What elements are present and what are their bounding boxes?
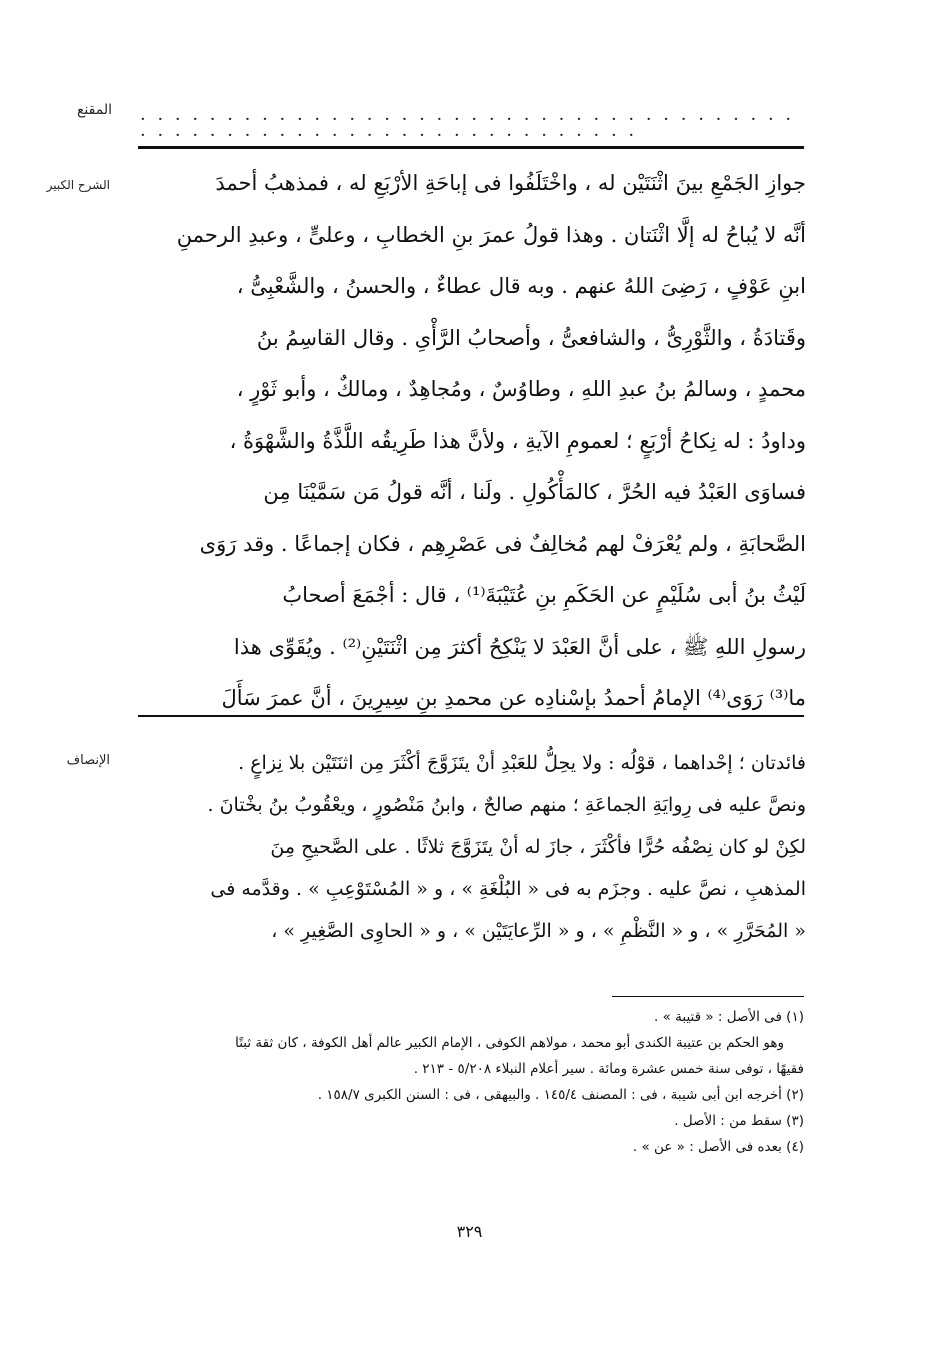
text-line: محمدٍ ، وسالمُ بنُ عبدِ اللهِ ، وطاوُسٌ ، ومُجاهِدٌ ، ومالكٌ ، وأبو ثَوْرٍ ، bbox=[236, 377, 806, 401]
footnote-rule bbox=[612, 996, 804, 997]
text-line: ونصَّ عليه فى رِوايَةِ الجماعَةِ ؛ منهم صالحٌ ، وابنُ مَنْصُورٍ ، ويعْقُوبُ بنُ بخْتانَ . bbox=[207, 794, 806, 816]
header-rule bbox=[138, 146, 804, 149]
text-line: الصَّحابَةِ ، ولم يُعْرَفْ لهم مُخالِفٌ فى عَصْرِهِم ، فكان إجماعًا . وقد رَوَى bbox=[199, 531, 806, 556]
text-line: « المُحَرَّرِ » ، و « النَّظْمِ » ، و « الرِّعايَتَيْن » ، و « الحاوِى الصَّغِيرِ » ، bbox=[271, 920, 806, 942]
page-number: ٣٢٩ bbox=[456, 1222, 483, 1241]
book-title-label: المقنع bbox=[76, 102, 112, 118]
section-divider bbox=[138, 715, 804, 717]
insaf-section-label: الإنصاف bbox=[66, 753, 110, 768]
footnote-line: وهو الحكم بن عتيبة الكندى أبو محمد ، مولاهم الكوفى ، الإمام الكبير عالم أهل الكوفة ، كان ثقة ثبتًا bbox=[235, 1035, 784, 1051]
text-line: لكِنْ لو كان نِصْفُه حُرًّا فأكْثَرَ ، جازَ له أنْ يتَزَوَّجَ ثلاثًا . على الصَّحيحِ مِنَ bbox=[270, 836, 806, 858]
footnote-line: (٤) بعده فى الأصل : « عن » . bbox=[632, 1139, 804, 1155]
footnote-line: (١) فى الأصل : « قتيبة » . bbox=[654, 1009, 804, 1025]
sharh-section-label: الشرح الكبير bbox=[46, 178, 110, 192]
header-dotted-line: · · · · · · · · · · · · · · · · · · · · · · · · · · · · · · · · · · · · · · · · · · · · · · · · · · · · · · · · · · · · · · · · · · · bbox=[140, 109, 795, 146]
text-line: المذهبِ ، نصَّ عليه . وجزَم به فى « البُلْغَةِ » ، و « المُسْتَوْعِبِ » . وقدَّمه فى bbox=[210, 878, 806, 900]
text-line: جوازِ الجَمْعِ بينَ اثْنَتَيْن له ، واخْتَلَفُوا فى إباحَةِ الأرْبَعِ له ، فمذهبُ أحمدَ bbox=[215, 171, 806, 195]
footnotes-block bbox=[128, 1004, 804, 1160]
text-line: وداودُ : له نِكاحُ أرْبَعٍ ؛ لعمومِ الآيةِ ، ولأنَّ هذا طَرِيقُه اللَّذَّةُ والشَّهْوَةُ ، bbox=[229, 428, 806, 453]
text-line: أنَّه لا يُباحُ له إلَّا اثْنَتان . وهذا قولُ عمرَ بنِ الخطابِ ، وعلىٍّ ، وعبدِ الرحمنِ bbox=[176, 222, 806, 247]
text-line: ما⁽³⁾ رَوَى⁽⁴⁾ الإمامُ أحمدُ بإسْنادِه عن محمدِ بنِ سِيرِينَ ، أنَّ عمرَ سَأَلَ bbox=[221, 686, 806, 710]
footnote-line: (٢) أخرجه ابن أبى شيبة ، فى : المصنف ١٤٥/٤ . والبيهقى ، فى : السنن الكبرى ١٥٨/٧ . bbox=[317, 1087, 804, 1103]
text-line: لَيْثُ بنُ أبى سُلَيْمٍ عن الحَكَمِ بنِ عُتَيْبَةَ⁽¹⁾ ، قال : أجْمَعَ أصحابُ bbox=[282, 583, 806, 607]
text-line: فائدتان ؛ إحْداهما ، قوْلُه : ولا يحِلُّ للعَبْدِ أنْ يتَزَوَّجَ أكْثَرَ مِن اثنَتَيْن بلا نِزاعٍ . bbox=[238, 752, 806, 774]
sharh-text-block bbox=[128, 158, 806, 725]
text-line: رسولِ اللهِ ﷺ ، على أنَّ العَبْدَ لا يَنْكِحُ أكثرَ مِن اثْنَتَيْنِ⁽²⁾ . ويُقَوِّى هذا bbox=[233, 634, 806, 659]
insaf-text-block bbox=[128, 742, 806, 952]
text-line: ابنِ عَوْفٍ ، رَضِىَ اللهُ عنهم . وبه قال عطاءٌ ، والحسنُ ، والشَّعْبِىُّ ، bbox=[236, 274, 806, 298]
footnote-line: فقيهًا ، توفى سنة خمس عشرة ومائة . سير أعلام النبلاء ٥/٢٠٨ - ٢١٣ . bbox=[413, 1061, 804, 1077]
footnote-line: (٣) سقط من : الأصل . bbox=[674, 1113, 804, 1129]
text-line: فساوَى العَبْدُ فيه الحُرَّ ، كالمَأْكُولِ . ولَنا ، أنَّه قولُ مَن سَمَّيْنَا مِن bbox=[263, 480, 806, 504]
text-line: وقَتادَةُ ، والثَّوْرِىُّ ، والشافعىُّ ، وأصحابُ الرَّأْىِ . وقال القاسِمُ بنُ bbox=[256, 325, 806, 350]
